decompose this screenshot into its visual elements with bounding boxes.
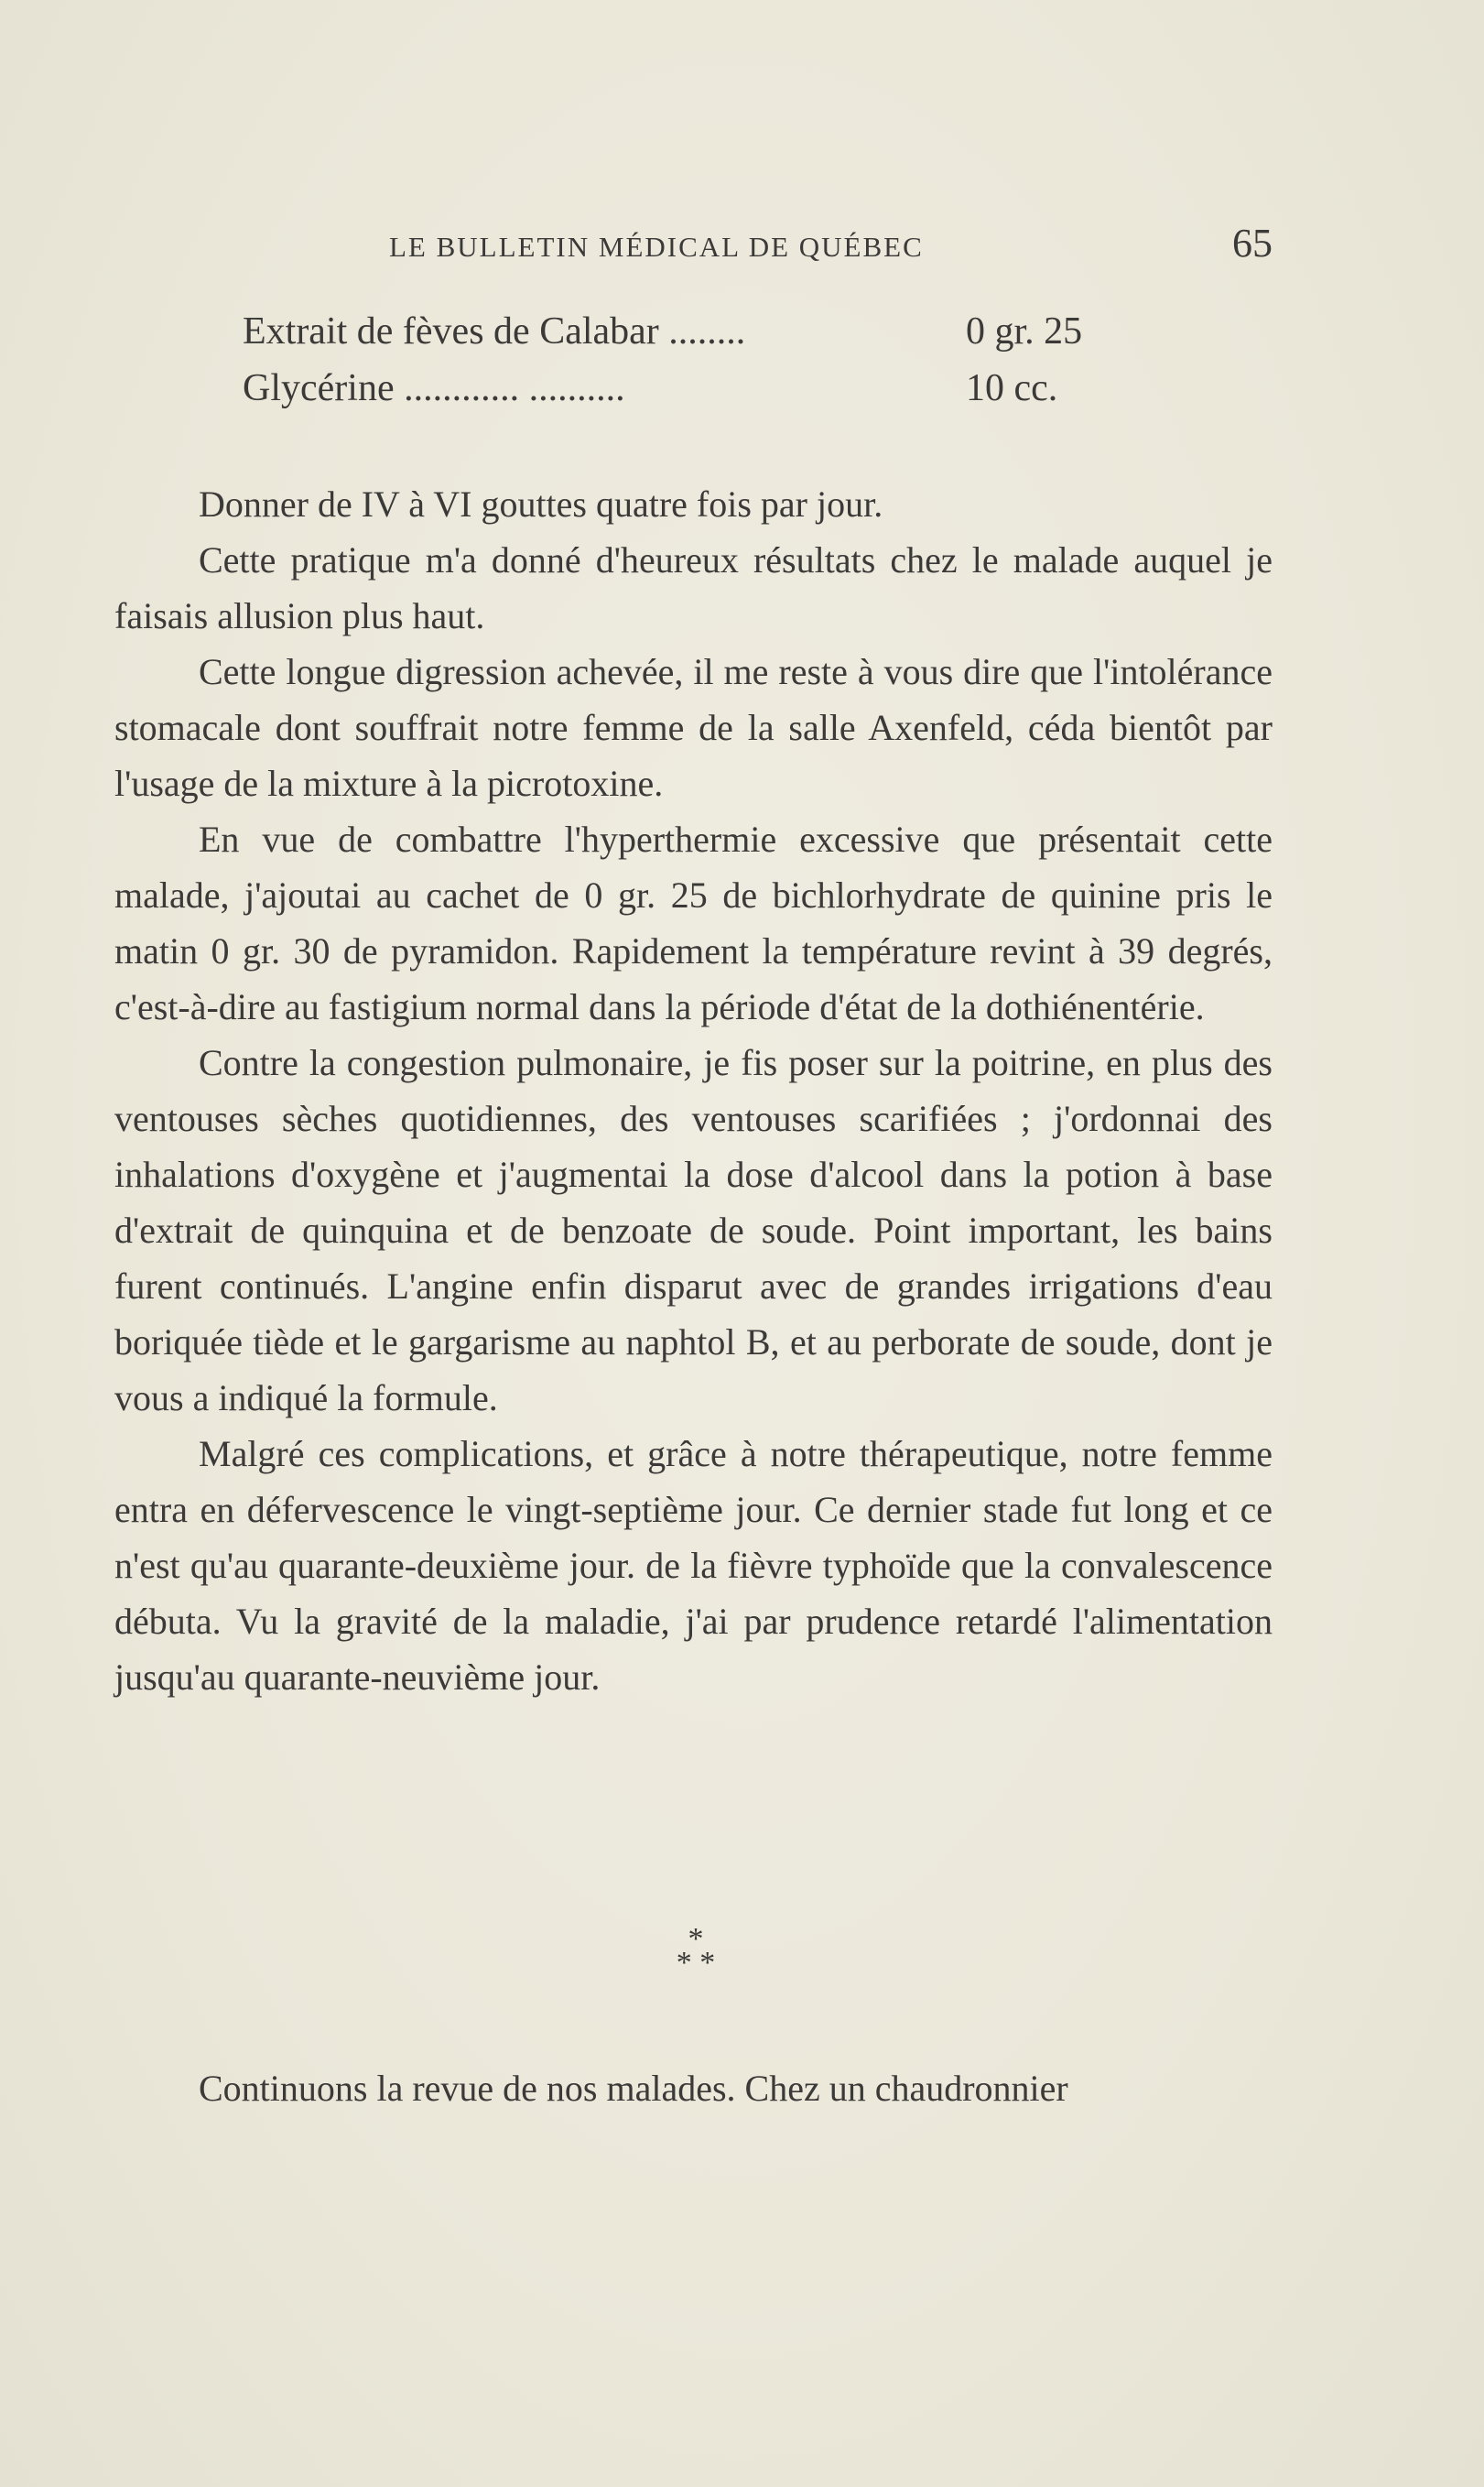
paragraph: Malgré ces complications, et grâce à notre thérapeutique, notre femme entra en défervescence le vingt-septième jour. Ce dernier stade fut long et ce n'est qu'au quarante-deuxième jour. de la fièvre typhoïde que la convalescence débuta. Vu la gravité de la maladie, j'ai par prudence retardé l'alimentation jusqu'au quarante-neuvième jour. bbox=[114, 1433, 1273, 1698]
formula-quantity: 10 cc. bbox=[966, 367, 1058, 409]
running-head: LE BULLETIN MÉDICAL DE QUÉBEC bbox=[389, 231, 924, 263]
paragraph: Cette pratique m'a donné d'heureux résultats chez le malade auquel je faisais allusion plus haut. bbox=[114, 539, 1273, 636]
paragraph: Contre la congestion pulmonaire, je fis poser sur la poitrine, en plus des ventouses sèches quotidiennes, des ventouses scarifiées ; j'ordonnai des inhalations d'oxygène et j'augmentai la dose d'alcool dans la potion à base d'extrait de quinquina et de benzoate de soude. Point important, les bains furent continués. L'angine enfin disparut avec de grandes irrigations d'eau boriquée tiède et le gargarisme au naphtol B, et au perborate de soude, dont je vous a indiqué la formule. bbox=[114, 1042, 1273, 1418]
prescription-formula bbox=[243, 310, 1158, 423]
paragraph: Donner de IV à VI gouttes quatre fois par jour. bbox=[199, 483, 883, 525]
body-text bbox=[114, 476, 1273, 1705]
formula-quantity: 0 gr. 25 bbox=[966, 310, 1083, 353]
formula-row bbox=[243, 366, 1158, 423]
formula-ingredient: Extrait de fèves de Calabar ........ bbox=[243, 310, 746, 353]
paragraph: Continuons la revue de nos malades. Chez un chaudronnier bbox=[199, 2068, 1068, 2109]
page-number: 65 bbox=[1232, 221, 1273, 266]
continuation-text bbox=[114, 2060, 1273, 2116]
asterism-top: * bbox=[688, 1922, 704, 1956]
section-separator-asterism bbox=[641, 1922, 751, 1980]
formula-ingredient: Glycérine ............ .......... bbox=[243, 367, 625, 409]
page-header bbox=[114, 220, 1273, 266]
paragraph: En vue de combattre l'hyperthermie excessive que présentait cette malade, j'ajoutai au cachet de 0 gr. 25 de bichlorhydrate de quinine pris le matin 0 gr. 30 de pyramidon. Rapidement la température revint à 39 degrés, c'est-à-dire au fastigium normal dans la période d'état de la dothiénentérie. bbox=[114, 819, 1273, 1027]
formula-row bbox=[243, 310, 1158, 366]
paragraph: Cette longue digression achevée, il me reste à vous dire que l'intolérance stomacale dont souffrait notre femme de la salle Axenfeld, céda bientôt par l'usage de la mixture à la picrotoxine. bbox=[114, 651, 1273, 804]
asterism-bottom: * * bbox=[676, 1946, 716, 1980]
